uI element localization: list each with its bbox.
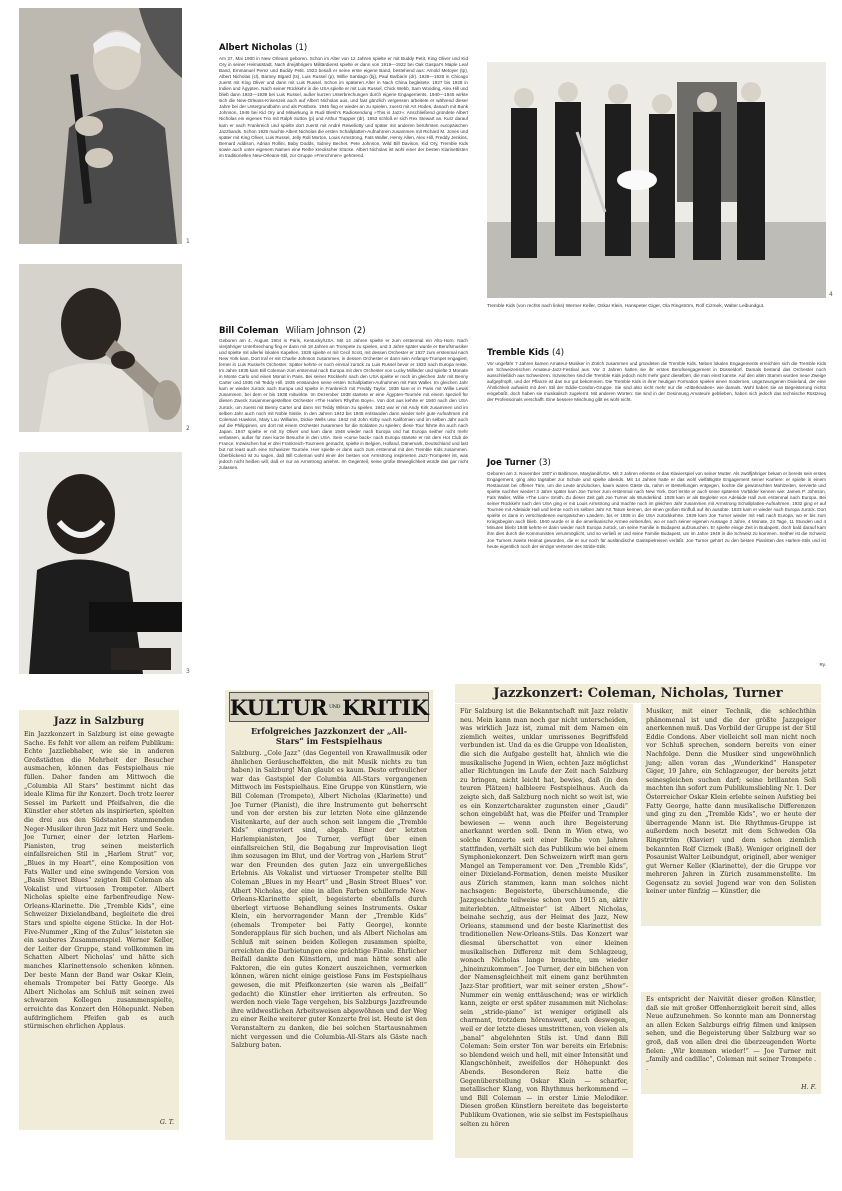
photo-bill-coleman — [19, 264, 182, 432]
clipping-2-body: Salzburg. „Cole Jazz“ (das Gegenteil von Krawallmusik oder ähnlichen Geräuscheffekten, die mit Musik nichts zu tun haben) in Salzburg! Man glaubt es kaum. Desto erfreulicher war das Gastspiel der Columbia All-Stars vergangenen Mittwoch im Festspielhaus. Eine Gruppe von Künstlern, wie Bill Coleman (Trompete), Albert Nicholas (Klarinette) und Joe Turner (Pianist), die ihre Instrumente gut beherrscht und von der ersten bis zur letzten Note eine glänzende Visitenkarte, auf der auch schon seit langem die „Tremble Kids“ eingraviert sind, abgab. Einer der letzten Harlempianisten, Joe Turner, verfügt über einen einfallsreichen Stil, die Begabung zur Improvisation liegt ihm sozusagen im Blut, und der Vortrag von „Harlem Strut“ war den Freunden des guten Jazz ein unvergeßliches Erlebnis. Als Vokalist und virtuoser Trompeter stellte Bill Coleman „Blues in my Heart“ und „Basin Street Blues“ vor. Albert Nicholas, der eine in allen Farben schillernde New-Orleans-Klarinette spielt, begeisterte ebenfalls durch überlegt virtuose Behandlung seines Instruments. Oskar Klein, ein hervorragender Mann der „Tremble Kids“ (ehemals Trompeter bei Fatty George), konnte Sonderapplaus für sich buchen, und als Albert Nicholas am Schluß mit seinen beiden Kollegen zusammen spielte, erreichten die Darbietungen eine prächtige Finale. Ehrlicher Beifall dankte den Künstlern, und man hätte sonst alle Faktoren, die ein gutes Konzert auszeichnen, vermerken können, wären nicht einige geistlose Fans im Festspielhaus gewesen, die mit Pfeifkonzerten (sie waren als „Beifall“ gedacht) die Künstler eher irritierten als erfreuten. So werden noch viele Tage vergehen, bis Salzburgs Jazzfreunde ihre wildwestlichen Arbeitsweisen abgewöhnen und der Weg zu einer Reihe weiterer guter Konzerte frei ist. Heute ist den Veranstaltern zu danken, die bei solchen Startausnahmen nicht vergessen und die Columbia-All-Stars als Gäste nach Salzburg baten. — [231, 750, 427, 1050]
masthead-mid: UND — [328, 703, 341, 710]
clipping-naivitaet — [641, 992, 821, 1094]
photo-number-3: 3 — [186, 668, 190, 675]
clipping-3-column-1 — [455, 704, 633, 1158]
bio-title-nicholas — [219, 43, 307, 53]
bio-text-coleman: Geboren am 4. August 1904 in Paris, Kentucky/USA. Mit 14 Jahren spielte er zum erstenmal ein Alto-Horn. Nach vierjähriger Unterbrechung fing er dann mit 18 Jahren an Trompete zu spielen, und 3 Jahre später wurde er Berufsmusiker und spielte mit allerlei lokalen Kapellen. 1926 spielte er mit Cecil Scott, mit dessen Orchester er 1927 zum erstenmal nach New York kam. Dort traf er mit Charlie Johnson zusammen, in dessen Orchester er dann sein Anfangs-Trumpet engagiert, ferner in Luis Russel's Orchester. Später kehrte er noch einmal zurück zu Luis Russel bevor er 1933 nach Europa reiste. Im Jahre 1935 kam Bill Coleman zum erstenmal nach Europa mit dem Orchester von Lucky Millinder und spielte 3 Monate in Monte Carlo und einen Monat in Paris. Bei seiner Rückkehr nach den USA spielte er noch im gleichen Jahr mit Benny Carter und 1936 mit Teddy Hill. 1935 entstanden seine ersten Schallplatten-Aufnahmen mit Fats Waller. Im gleichen Jahr kam er wieder zurück nach Europa und spielte in Frankreich mit Freddy Taylor. 1936 kam er in Paris mit Willie Lewis zusammen, bei dem er bis 1938 mitwirkte. Im Dezember 1938 startete er eine Ägypten-Tournée mit einem speziell für diesen Zweck zusammengestellten Orchester »The Harlem Rhythm Boys«. Von dort aus kehrte er 1940 nach den USA zurück, um zuerst mit Benny Carter und dann mit Teddy Wilson zu spielen. 1942 war er mit Andy Kirk zusammen und im selben Jahr auch noch mit Noble Sissle. In den Jahren 1942 bis 1945 entstanden dann wieder sehr gute Aufnahmen mit Coleman Hawkins, Mary Lou Williams, Dickie Wells usw. 1942 mit John Kirby nach Kalifornien und im selben Jahr auch auf die Philippinen, um dort mit einem Orchester zusammen für die Soldaten zu spielen; diese Tour führte ihn auch nach Japan. 1947 spielte er mit Sy Oliver und kam dann 1948 wieder nach Europa und hat Europa seither nicht mehr verlassen, außer für zwei kurze Besuche in den USA. Sein »come back« nach Europa startete er mit dem Hot Club de France. Inzwischen hat er drei Frankreich-Tourneen gemacht, spielte in Belgien, Holland, Dänemark, Deutschland und last but not least auch eine Schweizer Tournée. Hier spielte er dann auch zum erstenmal mit den Tremble Kids zusammen. Überblickend ist zu sagen, daß Bill Coleman wohl einer der besten von Armstrong inspirierten Jazz-Trompeter ist, was jedoch nicht heißen will, daß er nur an Armstrong anlehnt. Im Gegenteil, seine große Beweglichkeit würde das gar nicht zulassen. — [219, 338, 468, 470]
photo-number-4: 4 — [829, 291, 833, 298]
clipping-3-col1-body: Für Salzburg ist die Bekanntschaft mit Jazz relativ neu. Mein kann man noch gar nicht unterscheiden, was wirklich Jazz ist, zumal mit dem Namen ein ziemlich weites, unklar umrissenes Begriffsfeld verbunden ist. Und da es die Gruppe von Idealisten, die sich die Aufgabe gestellt hat, ähnlich wie die musikalische Jugend in Wien, echten Jazz möglichst aller Richtungen im Laufe der Zeit nach Salzburg zu bringen, nicht leicht hat, bewies, daß (in den teuren Plätzen) halbleere Festspielhaus. Auch da zeigte sich, daß Salzburg noch nicht so weit ist, wie es ein Konzertcharakter zugunsten einer „Gaudi“ schon eingebüßt hat, was die Pfeifer und Trampler bewiesen — wenn auch ihre Begeisterung anerkannt werden soll. Denn in Wien etwa, wo solche Konzerte seit einer Reihe von Jahren stattfinden, verhält sich das Publikum wie bei einem Symphoniekonzert. Den Schweizern wirft man gern Mangel an Temperament vor. Den „Tremble Kids“, einer Dixieland-Formation, denen meiste Musiker aus Zürich stammen, kann man solches nicht nachsagen: Begeisterte, überschäumende, die Jazzgeschichte teilweise schon von 1915 an, aktiv miterlebten. „Altmeister“ ist Albert Nicholas, beinahe sechzig, aus der Heimat des Jazz, New Orleans, stammend und der beste Klarinettist des traditionellen New-Orleans-Stils. Das Konzert war diesmal überschattet von einer kleinen musikalischen Differenz mit dem Schlagzeug, wonach Nicholas lange brauchte, um wieder „hineinzukommen“. Joe Turner, der ein bißchen von der Namensgleichheit mit einem ganz berühmten Jazz-Star profitiert, war mit seiner ersten „Show“-Nummer ein wenig enttäuschend; was er wirklich kann, zeigte er erst später zusammen mit Nicholas: sein „stride-piano“ ist weniger originell als charmant, trotzdem hörenswert, auch deswegen, weil er der letzte dieses umstrittenen, von vielen als „banal“ abgelehnten Stils ist. Und dann Bill Coleman: Sein erster Ton war bereits ein Erlebnis: so blendend weich und hell, mit einer Intensität und Klangschönheit, zweifellos der Höhepunkt des Abends. Besonderen Reiz hatte die Gegenüberstellung Oskar Klein — scharfer, metallischer Klang, von Rhythmus herkommend — und Bill Coleman — in erster Linie Melodiker. Diesen großen Künstlern bereitete das begeisterte Publikum Ovationen, wie sie selbst im Festspielhaus selten zu hören — [460, 708, 628, 1128]
clipping-3-col2-body: Musiker, mit einer Technik, die schlechthin phänomenal ist und die der größte Jazzgeiger anerkennen muß. Das Vorbild der Gruppe ist der Stil Eddie Condons. Aber vielleicht soll man nicht noch vor Schluß sprechen, sondern bereits von einer Nachfolge. Denn die Musiker sind ungewöhnlich jung; allen voran das „Wunderkind“ Hanspeter Giger, 19 Jahre, ein Schlagzeuger, der bereits jetzt seinesgleichen suchen darf; seine brillanten Soli machten ihn sofort zum Publikumsliebling Nr. 1. Der Österreicher Oskar Klein erlebte seinen Aufstieg bei Fatty George, hatte dann musikalische Differenzen und ging zu den „Tremble Kids“, wo er heute der überragende Mann ist. Die Rhythmus-Gruppe ist außerdem noch besetzt mit dem Schweden Ola Ringström (Klavier) und dem schon ziemlich bekannten Rolf Cizmek (Baß). Weniger originell der Posaunist Walter Leibundgut, originell, aber weniger gut Werner Keller (Klarinette), der die Gruppe vor mehreren Jahren in Zürich zusammenstellte. Im Gegensatz zu soviel Jugend war von den Solisten keiner unter fünfzig — Künstler, die — [646, 708, 816, 896]
bio-title-coleman — [219, 326, 366, 336]
photo-number-2: 2 — [186, 425, 190, 432]
bio-num-nicholas: (1) — [295, 43, 308, 53]
clipping-1-signature: G. T. — [159, 1119, 174, 1126]
clipping-kultur-und-kritik — [225, 690, 433, 1140]
photo-joe-turner — [19, 452, 182, 674]
bio-name-tremble: Tremble Kids — [487, 348, 550, 358]
bio-text-tremble: Vor ungefähr 7 Jahren kamen Amateur-Musiker in Zürich zusammen und gründeten die Tremble Kids. Neben lokalen Engagements erreichten sich die Tremble Kids am Schweizerischen Amateur-Jazz-Festival aus. Vor 3 Jahren hatten sie ihr erstes Berufsengagement in Düsseldorf. Damals bestand das Orchester noch ausschließlich aus Schweizern. Inzwischen sind die Tremble Kids jedoch nicht mehr ganz dieselben, die man einst kannte. Auf den alten Stamm wurden neue Zweige aufgepfropft, und der Pflanze ist das nur gut bekommen. Die Tremble Kids in ihrer heutigen Formation spielen einen modernen, ungezwungenen Dixieland, der eine Ähnlichkeit aufweist mit dem Stil der Eddie-Condon-Gruppe. Sie sind also nicht mehr nur die »Zitterknaben« wie damals. Wohl haben sie an Begeisterung nichts eingebüßt, doch haben sie musikalisch zugelernt. Mit anderen Worten: Sie sind in der Gesinnung Amateure geblieben, haben sich jedoch das technische Rüstzeug der Professionals verschafft. Eine bessere Mischung gibt es wohl nicht. — [487, 361, 826, 403]
clipping-4-signature: H. F. — [801, 1084, 816, 1091]
bio-text-nicholas: Am 27. Mai 1900 in New Orleans geboren. Schon im Alter von 12 Jahren spielte er mit Buddy Petit, King Oliver und Kid Ory in seiner Heimatstadt. Nach dreijährigem Militärdienst spielte er dann von 1919—1922 bei Oak Gaspar's Maple Leaf Band, Emmanuel Perez und Buddy Petit. 1923 besaß er seine erste eigene Band, bestehend aus: Arnold Metoyer (tp), Albert Nicholas (cl), Barney Bigard (ts), Luis Russel (p), Willie Santiago (bj), Paul Barbarin (dr). 1926—1928 in Chicago zuerst mit King Oliver und dann mit Luis Russel. Schon im späteren Alter in Nach China begleitete. 1927 bis 1928 in Indien und Ägypten. Nach seiner Rückkehr in die USA spielte er mit Luis Russel, Chick Webb, Sam Wooding, Alex Hill und blieb dann 1933—1939 bei Luis Russel, außer kurzen Unterbrechungen durch eigene Engagements. 1940—1945 wirkte sich die New-Orleans-Krisenzeit auch auf Albert Nicholas aus, und fast gänzlich vergessen arbeitete er während dieser Jahre bei der Untergrundbahn und als Postbote. 1945 fing er wieder an zu spielen, zuerst mit Art Hodes, danach mit Bunk Johnson, 1946 bei Kid Ory und Mitwirkung in Rudi Blesh's Radiosendung »This is Jazz«. Anschließend gründete Albert Nicholas ein eigenes Trio mit Ralph Sutton (p) und Arthur Trappier (dr). 1953 schloß er sich Rex Stewart an. Kurz darauf kam er nach Frankreich und spielte dort zuerst mit André Reweliotty und später mit anderen berühmten europäischen Jazzbands. Schon 1925 machte Albert Nicholas die ersten Schallplatten-Aufnahmen zusammen mit Richard M. Jones und später mit King Oliver, Luis Russel, Jelly Roll Morton, Louis Armstrong, Fats Waller, Henry Allen, Alex Hill, Freddy Jenkins, Bernard Addison, Adrian Rollini, Baby Dodds, Sidney Bechet, Pete Johnson, Wild Bill Davison, Kid Ory, Tremble Kids sowie auch unter eigenem Namen eine Reihe kreolischer Stücke. Albert Nicholas ist wohl einer der besten Klarinettisten im traditionellen New-Orleans-Stil, zur Gruppe »Frenchmen« gehörend. — [219, 56, 468, 158]
clipping-1-body: Ein Jazzkonzert in Salzburg ist eine gewagte Sache. Es fehlt vor allem an reifem Publikum: Echte Jazzliebhaber, wie sie in anderen Großstädten die Mehrheit der Besucher ausmachen, können das Festspielhaus nie füllen. Daher fanden am Mittwoch die „Columbia All Stars“ bestimmt nicht das ideale Klima für ihr Konzert. Doch trotz leerer Sessel im Parkett und Pfeifsalven, die die Künstler eher störten als inspirierten, spielten die drei aus den Südstaaten stammenden Neger-Musiker ihren Jazz mit Herz und Seele. Joe Turner, einer der letzten Harlem-Pianisten, trug seinen meisterlich einfallsreichen Stil in „Harlem Strut“ vor, „Blues in my Heart“, eine Komposition von Fats Waller und eine swingende Version von „Basin Street Blues“ zeigten Bill Coleman als Vokalist und virtuosen Trompeter. Albert Nicholas spielte eine farbenfreudige New-Orleans-Klarinette. Die „Tremble Kids“, eine Schweizer Dixielandband, begleitete die drei Stars und spielte eigene Stücke. In der Hot-Five-Nummer „King of the Zulus“ leisteten sie ein sauberes Zusammenspiel. Werner Keller, der Leiter der Gruppe, stand vollkommen im Schatten Albert Nicholas' und hätte sich manches Klarinettensolo schenken können. Der beste Mann der Band war Oskar Klein, ehemals Trompeter bei Fatty George. Als Albert Nicholas am Schluß mit seinen zwei schwarzen Kollegen zusammenspielte, erreichte das Konzert den Höhepunkt. Neben aufdringlichem Pfeifen gab es auch stürmischen ehrlichen Applaus. — [24, 731, 174, 1031]
photo-tremble-kids — [487, 62, 826, 298]
bio-num-tremble: (4) — [552, 348, 565, 358]
clipping-2-headline: Erfolgreiches Jazzkonzert der „All-Stars“ im Festspielhaus — [250, 726, 408, 746]
clipping-3-column-2 — [641, 704, 821, 926]
bio-signature-turner: Ry. — [819, 662, 826, 667]
bio-title-turner — [487, 458, 551, 468]
photo-caption-tremble-kids: Tremble Kids (von rechts nach links) Werner Keller, Oskar Klein, Hanspeter Giger, Ola Ringström, Rolf Cizmek, Walter Leibundgut. — [487, 304, 765, 309]
photo-number-1: 1 — [186, 238, 190, 245]
bio-name-nicholas: Albert Nicholas — [219, 43, 293, 53]
clipping-2-masthead — [229, 692, 429, 722]
bio-text-turner: Geboren am 3. November 1907 in Baltimore, Maryland/USA. Mit 3 Jahren erlernte er das Klavierspiel von seiner Mutter. Als zwölfjähriger bekam er bereits sein erstes Engagement, ging also tagsüber zur Schule und spielte abends. Mit 14 Jahren hatte er das wohl vielfältigste Engagement seiner Karriere: er spielte in einem Restaurant bei offener Türe, um die Leute anzulocken, kaum waren Gäste da, nahm er Bestellungen entgegen, kochte die gewünschten Mahlzeiten, servierte und spielte nachher wieder! 3 Jahre später kam Joe Turner zum erstenmal nach New York. Dort lernte er auch seine späteren Vorbilder kennen wie: James P. Johnson, Fats Waller, Willie »The Lion« Smith. Zu dieser Zeit galt Joe Turner als Wunderkind. 1928 kam er als Begleiter von Adelaide Hall zum erstenmal nach Europa. Bei seiner Rückkehr nach den USA ging er mit Louis Armstrong und machte noch im gleichen Jahr zusammen mit Armstrong Schallplatten-Aufnahmen. 1932 ging er auf Tournée mit Adelaide Hall und lernte noch im selben Jahr Art Tatum kennen, der einen großen Einfluß auf ihn ausübte. 1933 kam er wieder nach Europa zurück. Dort spielte er dann in verschiedenen europäischen Ländern, bis er 1936 in die USA zurückkehrte. 1939 kam Joe Turner wieder mit Hall nach Europa, wo er bis zum Kriegsbeginn auch blieb. 1940 wurde er in die amerikanische Armee einberufen, wo er nach seiner eigenen Aussage 3 Jahre, 4 Monate, 24 Tage, 11 Stunden und 4 Minuten blieb! 1948 kehrte er dann wieder nach Europa zurück, um seine Familie in Budapest aufzusuchen. Er spielte einige Zeit in Budapest, doch bald darauf kam ihm dies durch die Kommunisten verunmöglicht, und so verließ er und seine Familie Budapest, um im Jahre 1949 in die Schweiz zu kommen. Seither ist die Schweiz Joe Turners zweite Heimat geworden, die er nur noch für ausländische Gastspielreisen verläßt. Joe Turner gehört zu den besten Pianisten des Harlem-Stils und ist heute eigentlich noch der einzige Vertreter des Stride-Stils. — [487, 471, 826, 549]
clipping-4-body: Es entspricht der Naivität dieser großen Künstler, daß sie mit großer Offenherzigkeit bereit sind, alles Neue aufzunehmen. So konnte man am Donnerstag an allen Ecken Salzburgs eifrig filmen und knipsen sehen, und die Begeisterung über Salzburg war so groß, daß von allen drei die überzeugenden Worte fielen: „Wir kommen wieder!“ — Joe Turner mit „family and cadillac“, Coleman mit seiner Trompete . . — [646, 996, 817, 1072]
clipping-3-title: Jazzkonzert: Coleman, Nicholas, Turner — [455, 684, 821, 703]
photo-albert-nicholas — [19, 8, 182, 244]
clipping-jazz-in-salzburg — [19, 710, 179, 1130]
bio-sub-coleman: Wiliam Johnson — [285, 326, 351, 336]
masthead-right: KRITIK — [342, 694, 429, 720]
bio-name-turner: Joe Turner — [487, 458, 536, 468]
bio-name-coleman: Bill Coleman — [219, 326, 279, 336]
clipping-1-title: Jazz in Salzburg — [53, 716, 145, 727]
bio-num-turner: (3) — [538, 458, 551, 468]
masthead-left: KULTUR — [229, 694, 327, 720]
bio-title-tremble — [487, 348, 564, 358]
bio-num-coleman: (2) — [353, 326, 366, 336]
